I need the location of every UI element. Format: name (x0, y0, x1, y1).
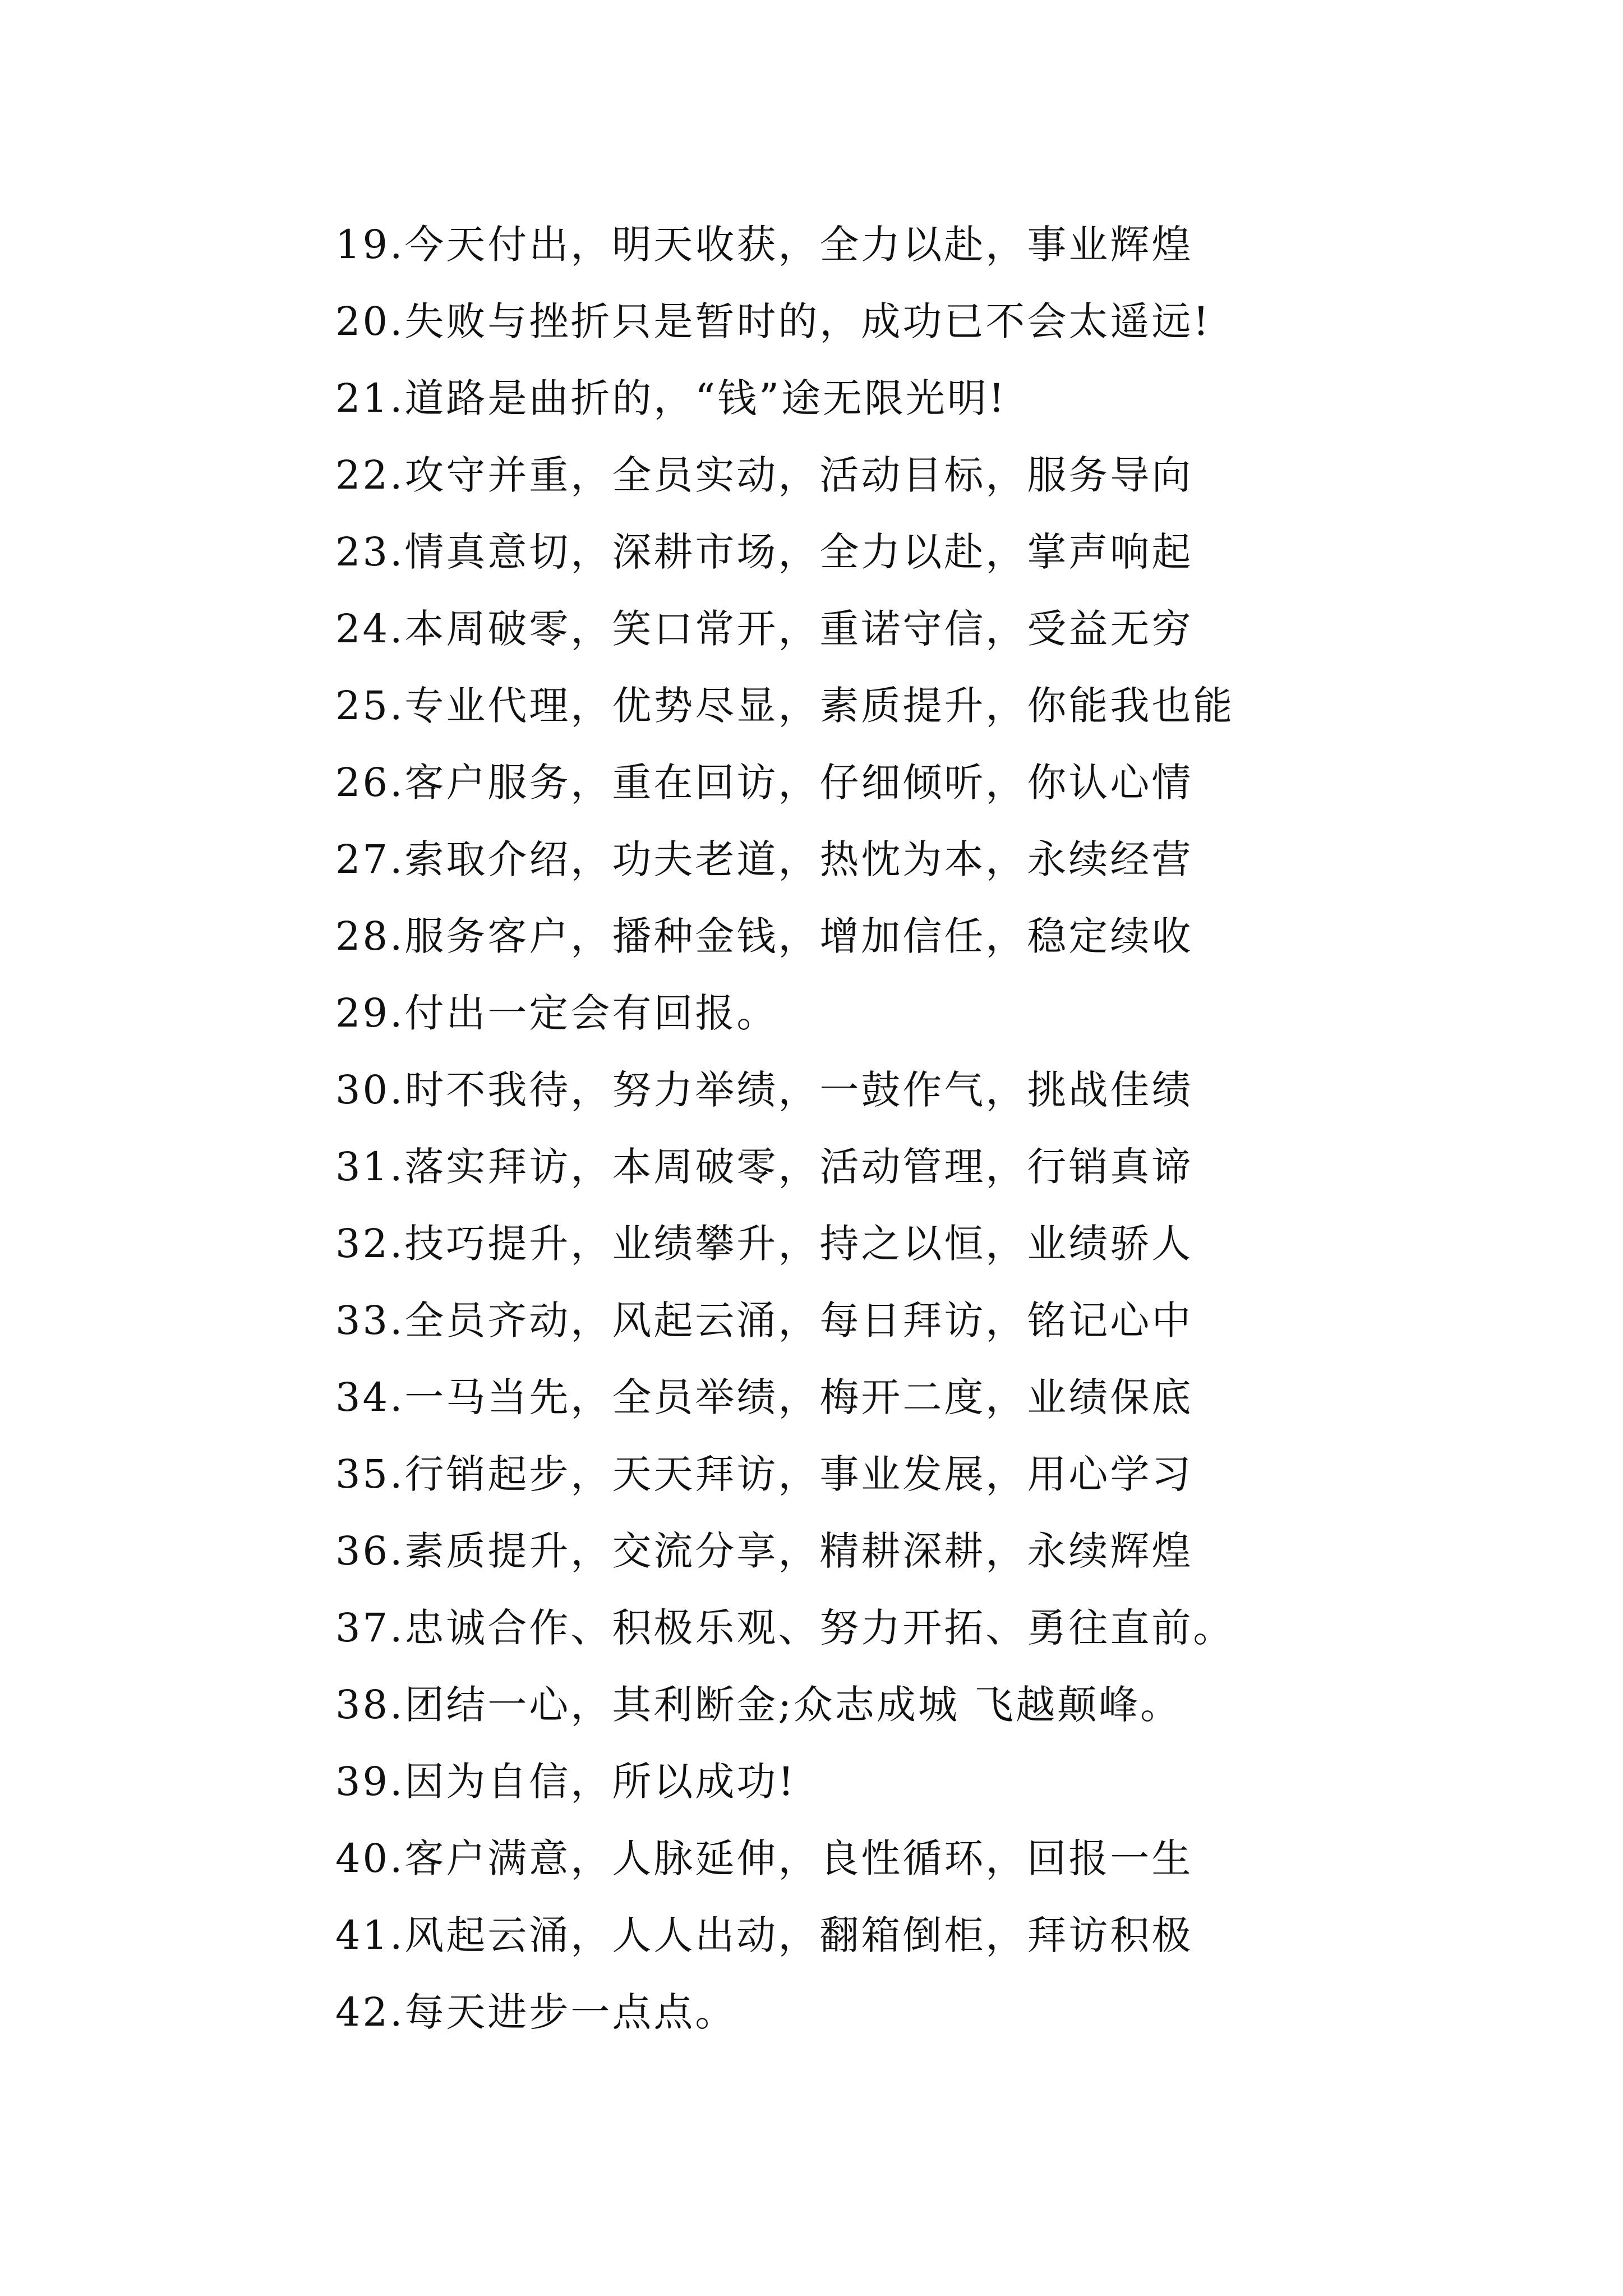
list-item: 19.今天付出，明天收获，全力以赴，事业辉煌 (335, 222, 1193, 268)
list-item: 29.付出一定会有回报。 (335, 990, 778, 1036)
slogan-list (335, 206, 1234, 2051)
list-item: 32.技巧提升，业绩攀升，持之以恒，业绩骄人 (335, 1221, 1193, 1267)
list-item: 22.攻守并重，全员实动，活动目标，服务导向 (335, 452, 1193, 498)
list-item: 41.风起云涌，人人出动，翻箱倒柜，拜访积极 (335, 1912, 1193, 1958)
list-item: 28.服务客户，播种金钱，增加信任，稳定续收 (335, 913, 1193, 959)
list-item: 40.客户满意，人脉延伸，良性循环，回报一生 (335, 1835, 1193, 1881)
list-item: 42.每天进步一点点。 (335, 1989, 737, 2035)
list-item: 34.一马当先，全员举绩，梅开二度，业绩保底 (335, 1374, 1193, 1420)
list-item: 24.本周破零，笑口常开，重诺守信，受益无穷 (335, 606, 1193, 652)
list-item: 23.情真意切，深耕市场，全力以赴，掌声响起 (335, 529, 1193, 575)
list-item: 39.因为自信，所以成功! (335, 1759, 796, 1805)
list-item: 35.行销起步，天天拜访，事业发展，用心学习 (335, 1451, 1193, 1497)
list-item: 21.道路是曲折的，“钱”途无限光明! (335, 375, 1007, 421)
list-item: 25.专业代理，优势尽显，素质提升，你能我也能 (335, 683, 1235, 729)
list-item: 38.团结一心，其利断金;众志成城 飞越颠峰。 (335, 1682, 1182, 1728)
list-item: 33.全员齐动，风起云涌，每日拜访，铭记心中 (335, 1297, 1193, 1343)
list-item: 31.落实拜访，本周破零，活动管理，行销真谛 (335, 1144, 1193, 1190)
list-item: 20.失败与挫折只是暂时的，成功已不会太遥远! (335, 298, 1211, 344)
list-item: 37.忠诚合作、积极乐观、努力开拓、勇往直前。 (335, 1605, 1235, 1651)
list-item: 26.客户服务，重在回访，仔细倾听，你认心情 (335, 760, 1193, 806)
list-item: 30.时不我待，努力举绩，一鼓作气，挑战佳绩 (335, 1067, 1193, 1113)
list-item: 27.索取介绍，功夫老道，热忱为本，永续经营 (335, 836, 1193, 882)
list-item: 36.素质提升，交流分享，精耕深耕，永续辉煌 (335, 1528, 1193, 1574)
